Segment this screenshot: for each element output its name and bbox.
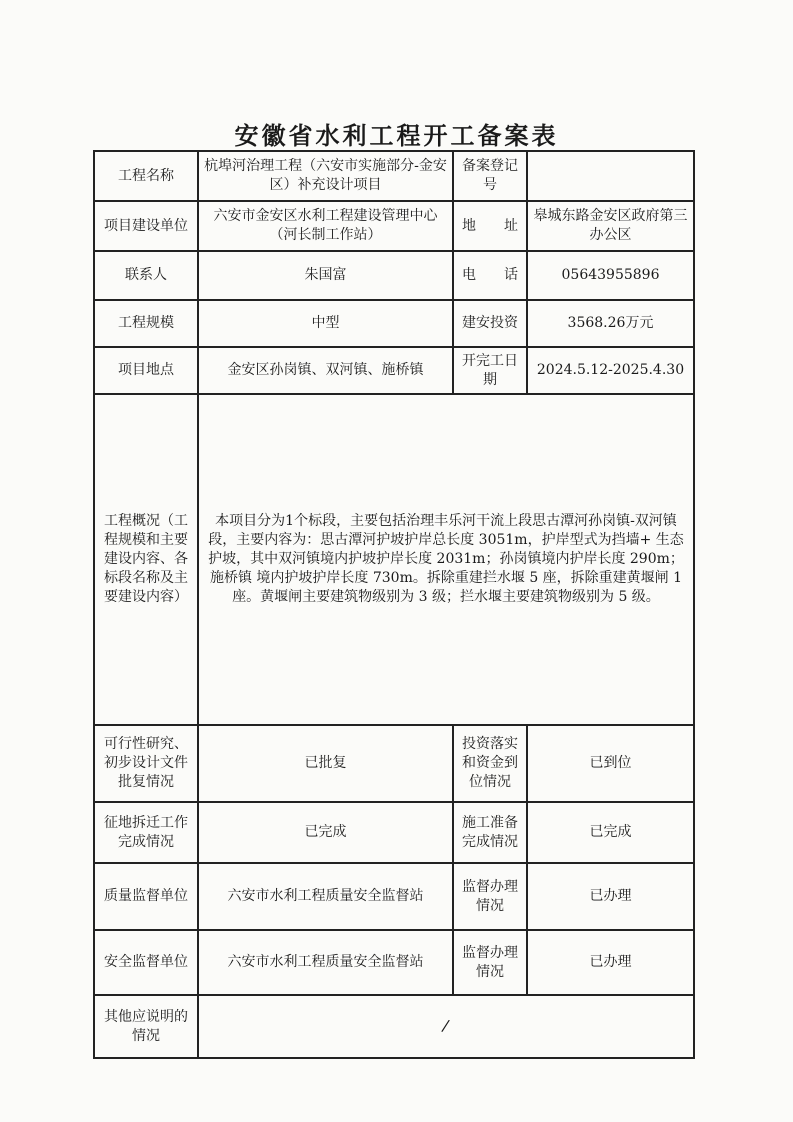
land-label: 征地拆迁工作完成情况 bbox=[94, 802, 198, 863]
row-feasibility bbox=[94, 725, 694, 802]
feasibility-label: 可行性研究、初步设计文件批复情况 bbox=[94, 725, 198, 802]
address-value: 皋城东路金安区政府第三办公区 bbox=[527, 201, 694, 251]
row-contact bbox=[94, 251, 694, 300]
other-value-cell bbox=[198, 995, 694, 1058]
phone-label: 电 话 bbox=[453, 251, 527, 300]
land-value: 已完成 bbox=[198, 802, 453, 863]
location-value: 金安区孙岗镇、双河镇、施桥镇 bbox=[198, 347, 453, 394]
row-overview bbox=[94, 394, 694, 725]
row-land bbox=[94, 802, 694, 863]
contact-label: 联系人 bbox=[94, 251, 198, 300]
scale-value: 中型 bbox=[198, 300, 453, 347]
row-scale bbox=[94, 300, 694, 347]
safety-label: 安全监督单位 bbox=[94, 930, 198, 995]
page-title: 安徽省水利工程开工备案表 bbox=[234, 122, 559, 150]
project-name-value: 杭埠河治理工程（六安市实施部分-金安区）补充设计项目 bbox=[198, 151, 453, 201]
construction-prep-label: 施工准备完成情况 bbox=[453, 802, 527, 863]
registration-number-value bbox=[527, 151, 694, 201]
row-builder bbox=[94, 201, 694, 251]
record-form-table bbox=[93, 150, 695, 1059]
scale-label: 工程规模 bbox=[94, 300, 198, 347]
funding-value: 已到位 bbox=[527, 725, 694, 802]
location-label: 项目地点 bbox=[94, 347, 198, 394]
overview-value: 本项目分为1个标段，主要包括治理丰乐河干流上段思古潭河孙岗镇-双河镇段，主要内容为：思古潭河护坡护岸总长度 3051m，护岸型式为挡墙+ 生态护坡，其中双河镇境内护坡护岸长度 2031m；孙岗镇境内护岸长度 290m；施桥镇 境内护坡护岸长度 730m。拆除重建拦水堰 5 座，拆除重建黄堰闸 1 座。黄堰闸主要建筑物级别为 3 级；拦水堰主要建筑物级别为 5 级。 bbox=[198, 394, 694, 725]
investment-label: 建安投资 bbox=[453, 300, 527, 347]
safety-status-label: 监督办理情况 bbox=[453, 930, 527, 995]
builder-value: 六安市金安区水利工程建设管理中心（河长制工作站） bbox=[198, 201, 453, 251]
feasibility-value: 已批复 bbox=[198, 725, 453, 802]
construction-prep-value: 已完成 bbox=[527, 802, 694, 863]
row-project-name bbox=[94, 151, 694, 201]
row-other bbox=[94, 995, 694, 1058]
quality-value: 六安市水利工程质量安全监督站 bbox=[198, 863, 453, 930]
phone-value: 05643955896 bbox=[527, 251, 694, 300]
other-label: 其他应说明的情况 bbox=[94, 995, 198, 1058]
overview-label: 工程概况（工程规模和主要建设内容、各标段名称及主要建设内容） bbox=[94, 394, 198, 725]
project-name-label: 工程名称 bbox=[94, 151, 198, 201]
contact-value: 朱国富 bbox=[198, 251, 453, 300]
schedule-label: 开完工日期 bbox=[453, 347, 527, 394]
investment-value: 3568.26万元 bbox=[527, 300, 694, 347]
schedule-value: 2024.5.12-2025.4.30 bbox=[527, 347, 694, 394]
quality-status-value: 已办理 bbox=[527, 863, 694, 930]
builder-label: 项目建设单位 bbox=[94, 201, 198, 251]
row-location bbox=[94, 347, 694, 394]
quality-label: 质量监督单位 bbox=[94, 863, 198, 930]
safety-value: 六安市水利工程质量安全监督站 bbox=[198, 930, 453, 995]
safety-status-value: 已办理 bbox=[527, 930, 694, 995]
row-safety bbox=[94, 930, 694, 995]
funding-label: 投资落实和资金到位情况 bbox=[453, 725, 527, 802]
address-label: 地 址 bbox=[453, 201, 527, 251]
registration-number-label: 备案登记号 bbox=[453, 151, 527, 201]
quality-status-label: 监督办理情况 bbox=[453, 863, 527, 930]
other-value: / bbox=[440, 1015, 452, 1036]
row-quality bbox=[94, 863, 694, 930]
